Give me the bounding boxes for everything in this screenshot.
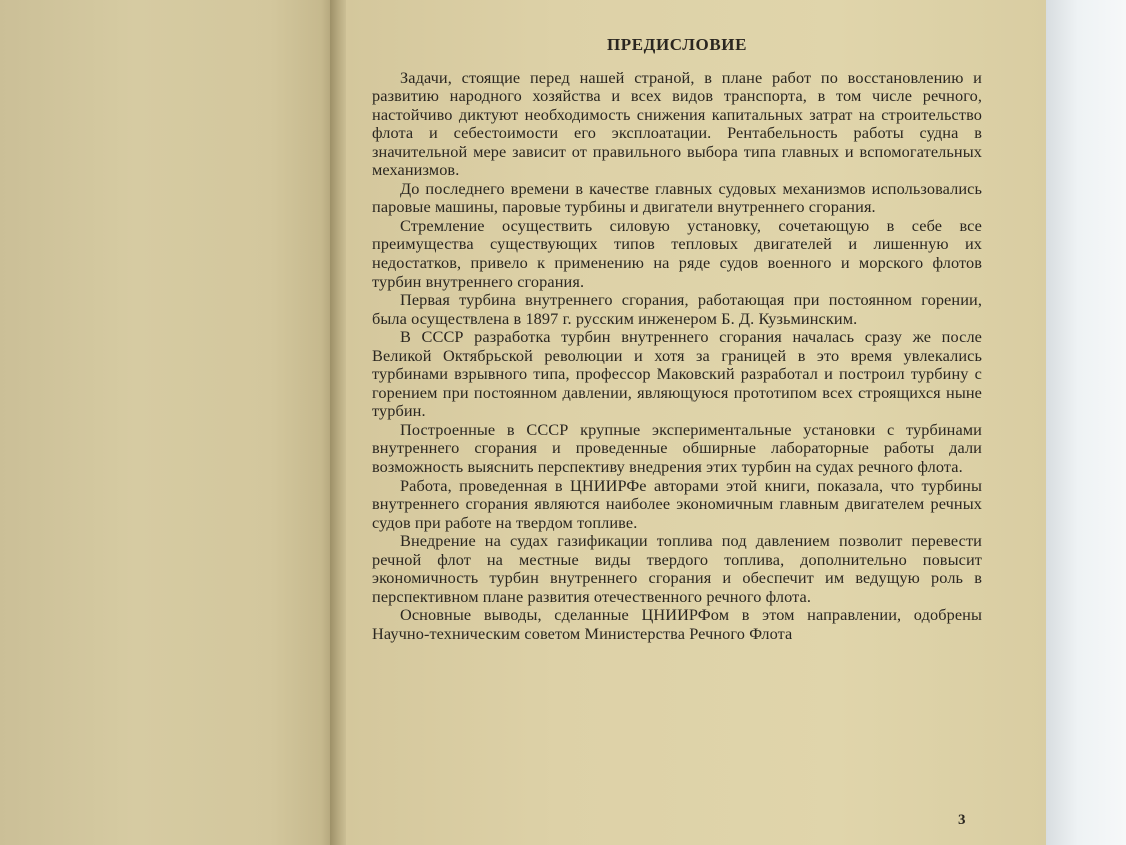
page-text (372, 36, 982, 644)
page-title: ПРЕДИСЛОВИЕ (606, 35, 748, 54)
paragraph-7: Работа, проведенная в ЦНИИРФе авторами этой книги, показала, что турбины внутреннего сгорания являются наиболее экономичным главным двигателем речных судов при работе на твердом топливе. (372, 475, 982, 532)
paragraph-3: Стремление осуществить силовую установку, сочетающую в себе все преимущества существующих типов тепловых двигателей и лишенную их недостатков, привело к применению на ряде судов военного и морского флотов турбин внутреннего сгорания. (372, 215, 982, 291)
paragraph-8: Внедрение на судах газификации топлива под давлением позволит перевести речной флот на местные виды твердого топлива, дополнительно повысит экономичность турбин внутреннего сгорания и обеспечит им ведущую роль в перспективном плане развития отечественного речного флота. (372, 531, 982, 606)
paragraph-9: Основные выводы, сделанные ЦНИИРФом в этом направлении, одобрены Научно-техническим советом Министерства Речного Флота (372, 605, 982, 643)
left-page (0, 0, 338, 845)
paragraph-5: В СССР разработка турбин внутреннего сгорания началась сразу же после Великой Октябрьской революции и хотя за границей в это время увлекались турбинами взрывного типа, профессор Маковский разработал и построил турбину с горением при постоянном давлении, являющуюся прототипом всех строящихся ныне турбин. (372, 327, 982, 421)
page-number: 3 (958, 812, 966, 828)
paragraph-1: Задачи, стоящие перед нашей страной, в плане работ по восстановлению и развитию народного хозяйства и всех видов транспорта, в том числе речного, настойчиво диктуют необходимость снижения капитальных затрат на строительство флота и себестоимости его эксплоатации. Рентабельность работы судна в значительной мере зависит от правильного выбора типа главных и вспомогательных механизмов. (372, 67, 982, 180)
paragraph-4: Первая турбина внутреннего сгорания, работающая при постоянном горении, была осуществлена в 1897 г. русским инженером Б. Д. Кузьминским. (372, 290, 982, 328)
paragraph-2: До последнего времени в качестве главных судовых механизмов использовались паровые машины, паровые турбины и двигатели внутреннего сгорания. (372, 178, 982, 217)
paragraph-6: Построенные в СССР крупные экспериментальные установки с турбинами внутреннего сгорания и проведенные обширные лабораторные работы дали возможность выяснить перспективу внедрения этих турбин на судах речного флота. (372, 419, 982, 477)
background-surface (1046, 0, 1126, 845)
